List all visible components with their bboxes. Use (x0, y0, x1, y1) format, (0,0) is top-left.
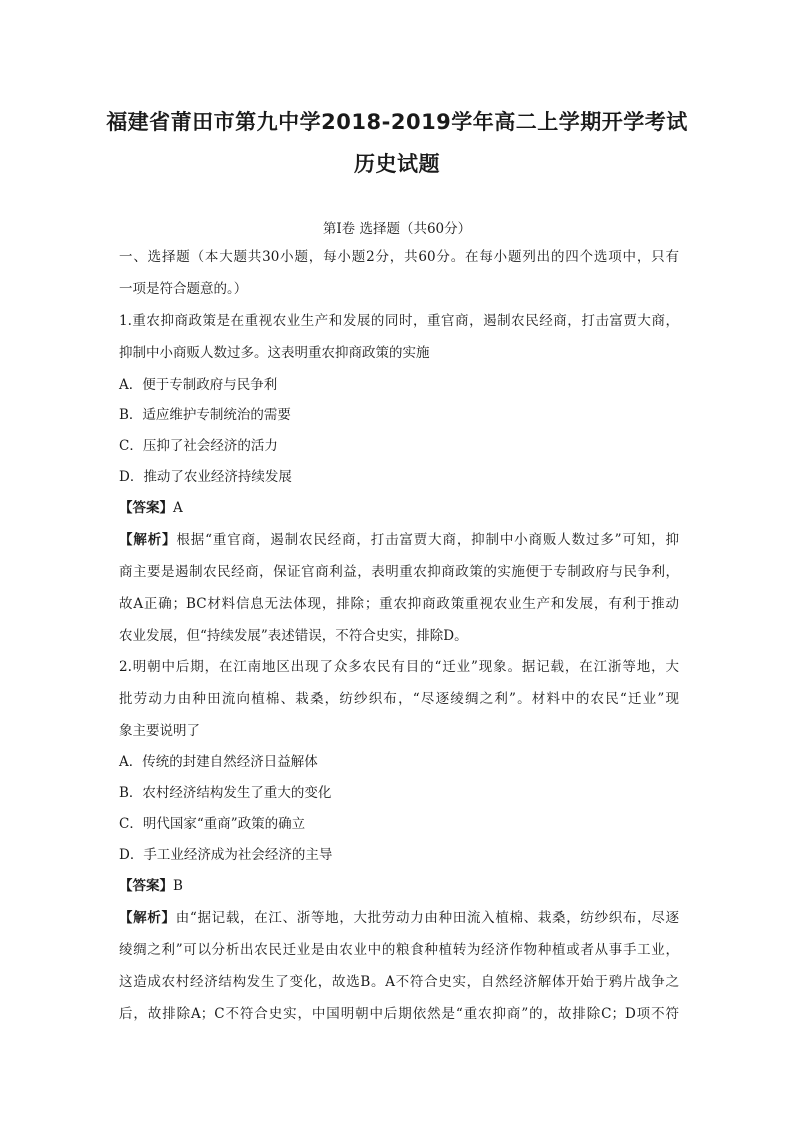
question-1-answer (119, 498, 183, 518)
question-1-option-a: A．便于专制政府与民争利 (119, 377, 278, 393)
question-1-stem: 抑制中小商贩人数过多。这表明重农抑商政策的实施 (119, 345, 430, 361)
question-2-stem: 2.明朝中后期，在江南地区出现了众多农民有目的“迁业”现象。据记载，在江浙等地，大 (119, 659, 679, 675)
question-1-option-b: B．适应维护专制统治的需要 (119, 407, 291, 423)
instructions-line: 一、选择题（本大题共30小题，每小题2分，共60分。在每小题列出的四个选项中，只有 (119, 249, 679, 265)
document-title: 福建省莆田市第九中学2018-2019学年高二上学期开学考试 (106, 110, 688, 134)
section-heading: 第Ⅰ卷 选择题（共60分） (322, 221, 472, 237)
question-2-stem: 象主要说明了 (119, 723, 200, 739)
answer-value: A (173, 500, 183, 516)
question-1-analysis: 商主要是遏制农民经商，保证官商利益，表明重农抑商政策的实施便于专制政府与民争利， (119, 564, 679, 580)
question-2-option-d: D．手工业经济成为社会经济的主导 (119, 847, 333, 863)
question-2-stem: 批劳动力由种田流向植棉、栽桑，纺纱织布，“尽逐绫绸之利”。材料中的农民“迁业”现 (119, 691, 679, 707)
question-2-analysis (119, 908, 679, 928)
question-2-analysis: 这造成农村经济结构发生了变化，故选B。A不符合史实，自然经济解体开始于鸦片战争之 (119, 974, 679, 990)
question-1-analysis: 故A正确；BC材料信息无法体现，排除；重农抑商政策重视农业生产和发展，有利于推动 (119, 596, 679, 612)
instructions-line: 一项是符合题意的。） (119, 281, 248, 297)
question-1-option-c: C．压抑了社会经济的活力 (119, 438, 278, 454)
analysis-label: 【解析】 (119, 532, 177, 548)
question-1-option-d: D．推动了农业经济持续发展 (119, 469, 292, 485)
document-subtitle: 历史试题 (354, 152, 440, 176)
question-1-analysis (119, 530, 679, 550)
question-2-option-b: B．农村经济结构发生了重大的变化 (119, 785, 332, 801)
question-2-option-a: A．传统的封建自然经济日益解体 (119, 754, 318, 770)
question-2-option-c: C．明代国家“重商”政策的确立 (119, 816, 306, 832)
question-2-analysis: 绫绸之利”可以分析出农民迁业是由农业中的粮食种植转为经济作物种植或者从事手工业， (119, 942, 679, 958)
analysis-text: 根据“重官商，遏制农民经商，打击富贾大商，抑制中小商贩人数过多”可知，抑 (176, 532, 679, 548)
answer-label: 【答案】 (119, 878, 173, 894)
analysis-text: 由“据记载，在江、浙等地，大批劳动力由种田流入植棉、栽桑，纺纱织布，尽逐 (175, 910, 680, 926)
answer-value: B (173, 878, 183, 894)
question-1-analysis: 农业发展，但“持续发展”表述错误，不符合史实，排除D。 (119, 628, 468, 644)
answer-label: 【答案】 (119, 500, 173, 516)
question-2-analysis: 后，故排除A；C不符合史实，中国明朝中后期依然是“重农抑商”的，故排除C；D项不符 (119, 1006, 679, 1022)
question-2-answer (119, 876, 183, 896)
question-1-stem: 1.重农抑商政策是在重视农业生产和发展的同时，重官商，遏制农民经商，打击富贾大商， (119, 313, 679, 329)
analysis-label: 【解析】 (119, 910, 176, 926)
